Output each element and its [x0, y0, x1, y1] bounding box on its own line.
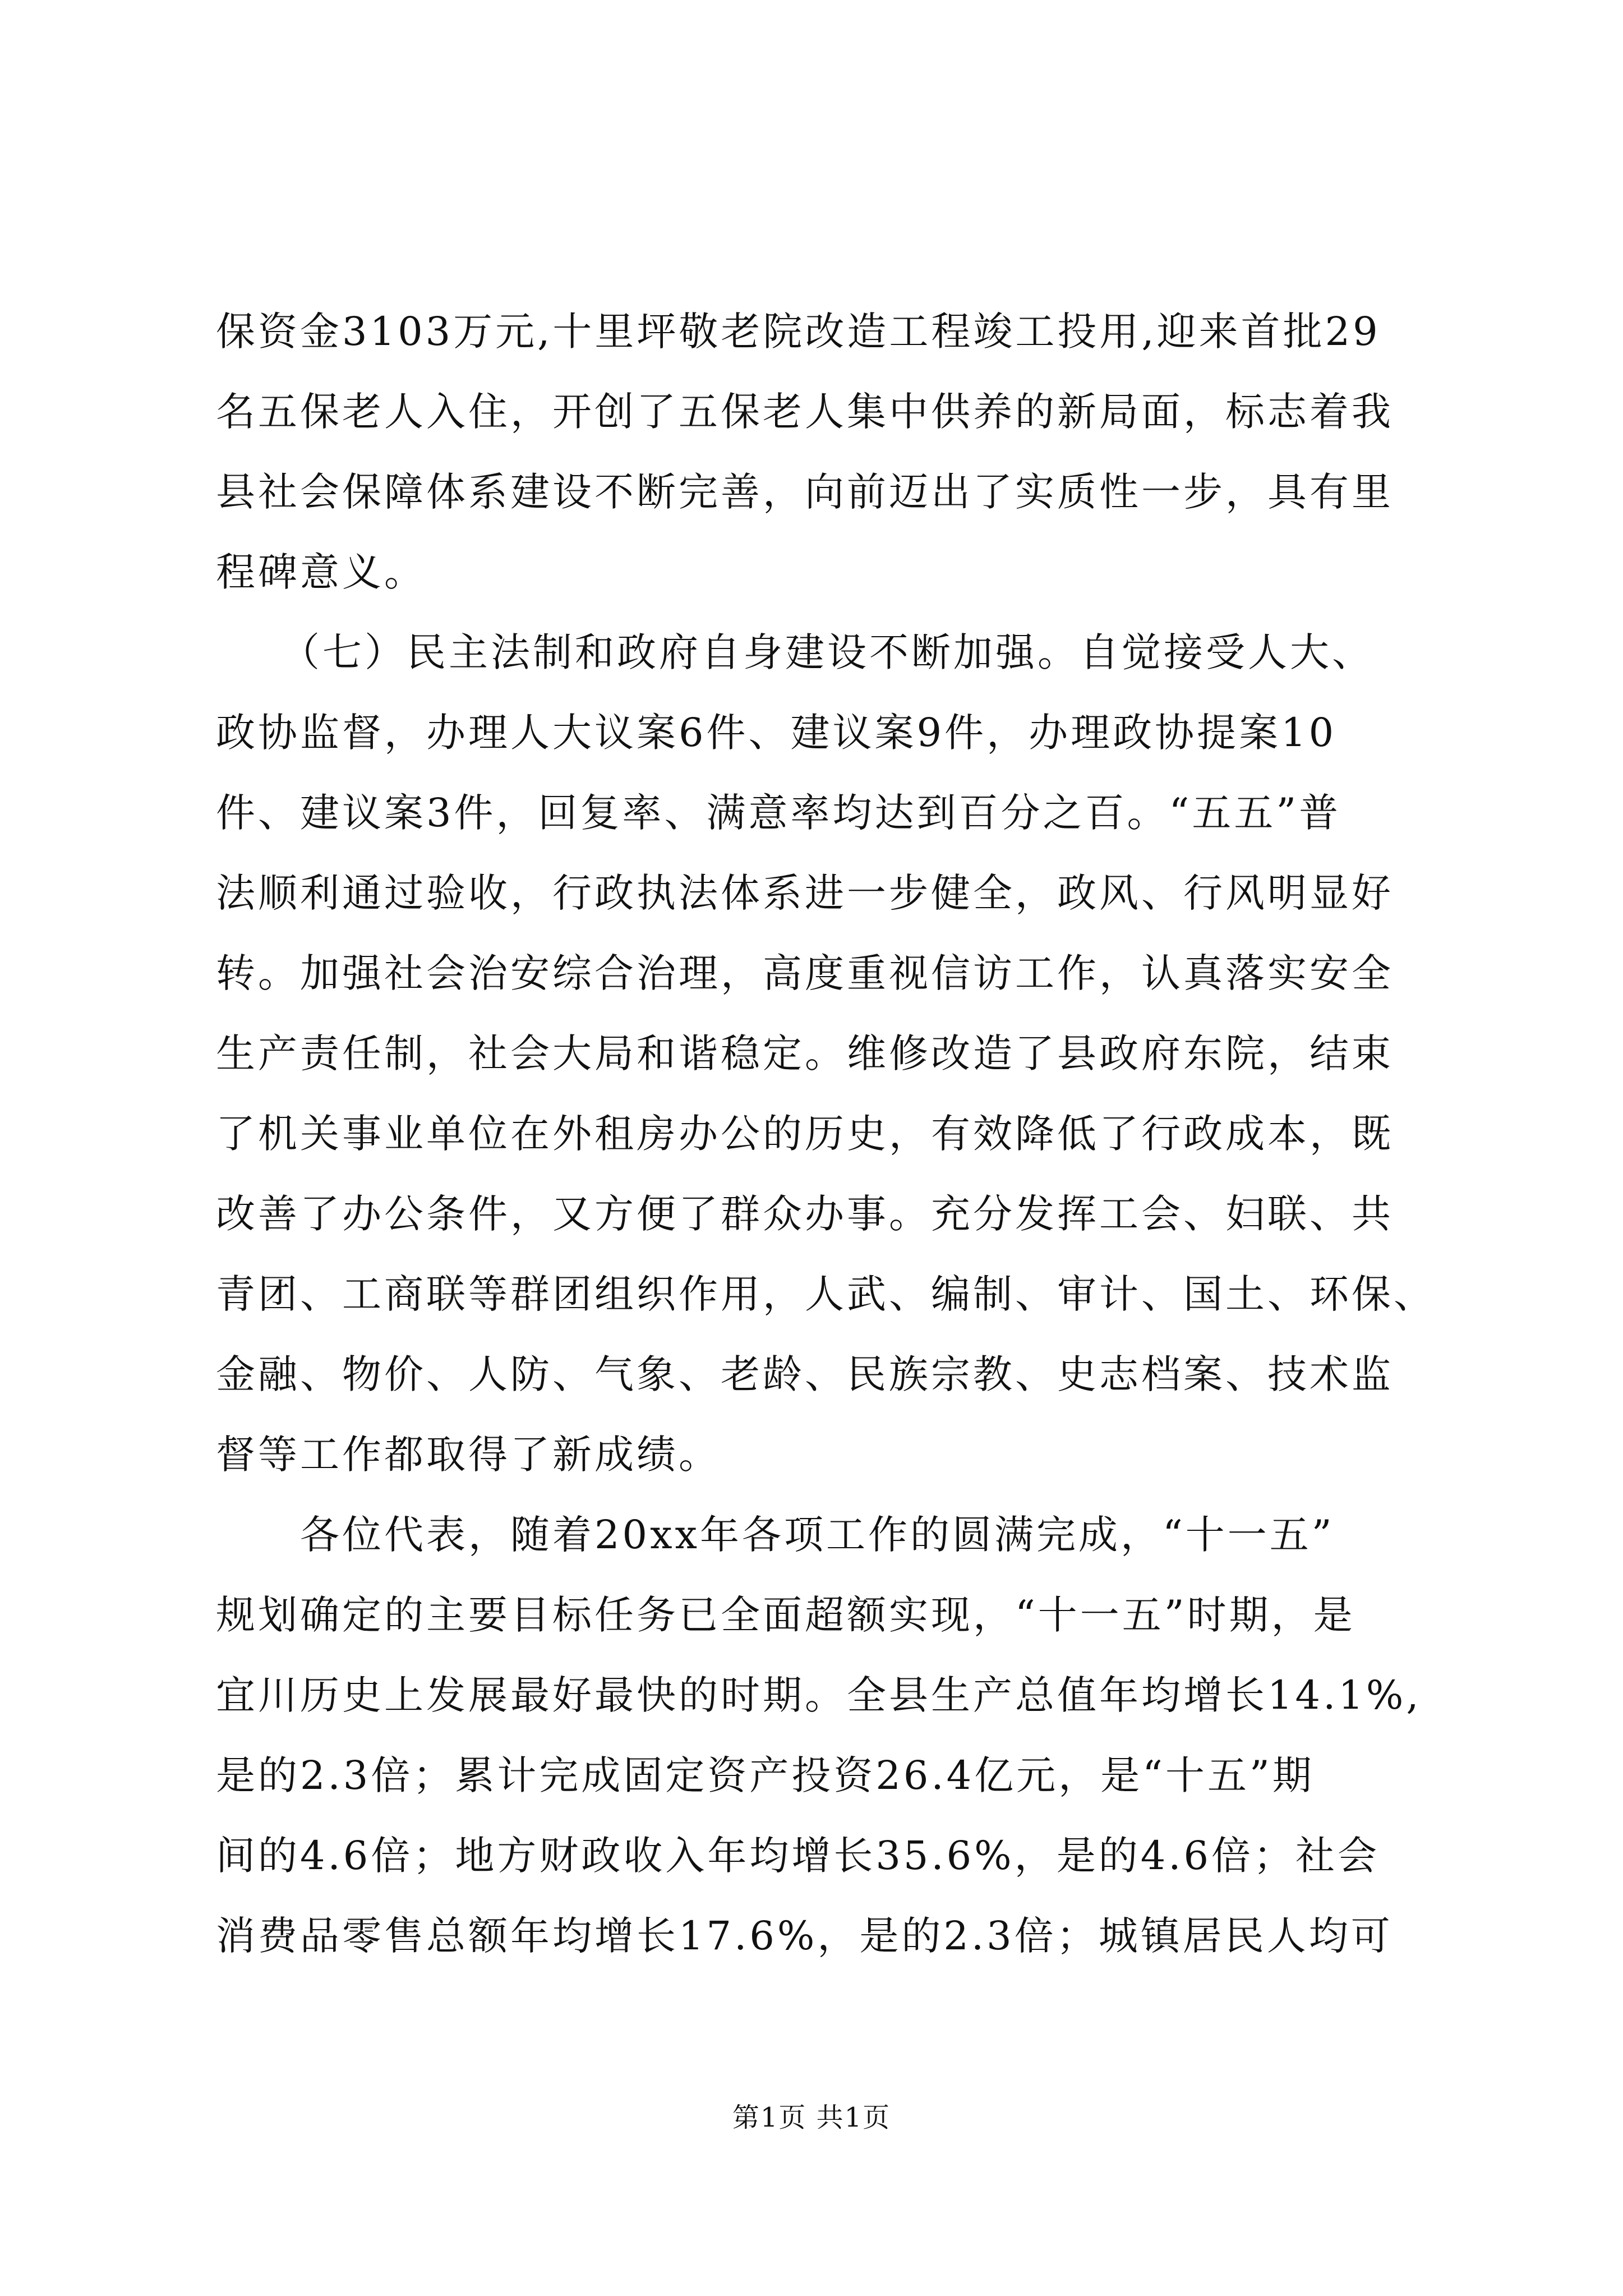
text-line-2: 名五保老人入住，开创了五保老人集中供养的新局面，标志着我 [216, 389, 1394, 435]
text-line-19: 是的2.3倍；累计完成固定资产投资26.4亿元，是“十五”期 [216, 1752, 1315, 1798]
text-line-9: 转。加强社会治安综合治理，高度重视信访工作，认真落实安全 [216, 950, 1394, 996]
text-line-5: （七）民主法制和政府自身建设不断加强。自觉接受人大、 [216, 629, 1374, 675]
text-line-16: 各位代表，随着20xx年各项工作的圆满完成，“十一五” [216, 1512, 1335, 1558]
text-line-4: 程碑意义。 [216, 549, 426, 595]
text-line-15: 督等工作都取得了新成绩。 [216, 1432, 721, 1478]
body-text [216, 292, 1436, 1976]
text-line-10: 生产责任制，社会大局和谐稳定。维修改造了县政府东院，结束 [216, 1030, 1394, 1076]
text-line-3: 县社会保障体系建设不断完善，向前迈出了实质性一步，具有里 [216, 469, 1394, 515]
text-line-21: 消费品零售总额年均增长17.6%，是的2.3倍；城镇居民人均可 [216, 1913, 1393, 1959]
text-line-18: 宜川历史上发展最好最快的时期。全县生产总值年均增长14.1%, [216, 1672, 1422, 1718]
text-line-7: 件、建议案3件，回复率、满意率均达到百分之百。“五五”普 [216, 790, 1341, 836]
text-line-8: 法顺利通过验收，行政执法体系进一步健全，政风、行风明显好 [216, 870, 1394, 916]
text-line-20: 间的4.6倍；地方财政收入年均增长35.6%，是的4.6倍；社会 [216, 1833, 1380, 1879]
page-footer: 第1页 共1页 [732, 2102, 891, 2133]
text-line-11: 了机关事业单位在外租房办公的历史，有效降低了行政成本，既 [216, 1111, 1394, 1157]
text-line-14: 金融、物价、人防、气象、老龄、民族宗教、史志档案、技术监 [216, 1351, 1394, 1397]
text-line-17: 规划确定的主要目标任务已全面超额实现，“十一五”时期，是 [216, 1592, 1355, 1638]
text-line-13: 青团、工商联等群团组织作用，人武、编制、审计、国土、环保、 [216, 1271, 1436, 1317]
text-line-1: 保资金3103万元,十里坪敬老院改造工程竣工投用,迎来首批29 [216, 309, 1381, 355]
text-line-6: 政协监督，办理人大议案6件、建议案9件，办理政协提案10 [216, 710, 1337, 756]
text-line-12: 改善了办公条件，又方便了群众办事。充分发挥工会、妇联、共 [216, 1191, 1394, 1237]
